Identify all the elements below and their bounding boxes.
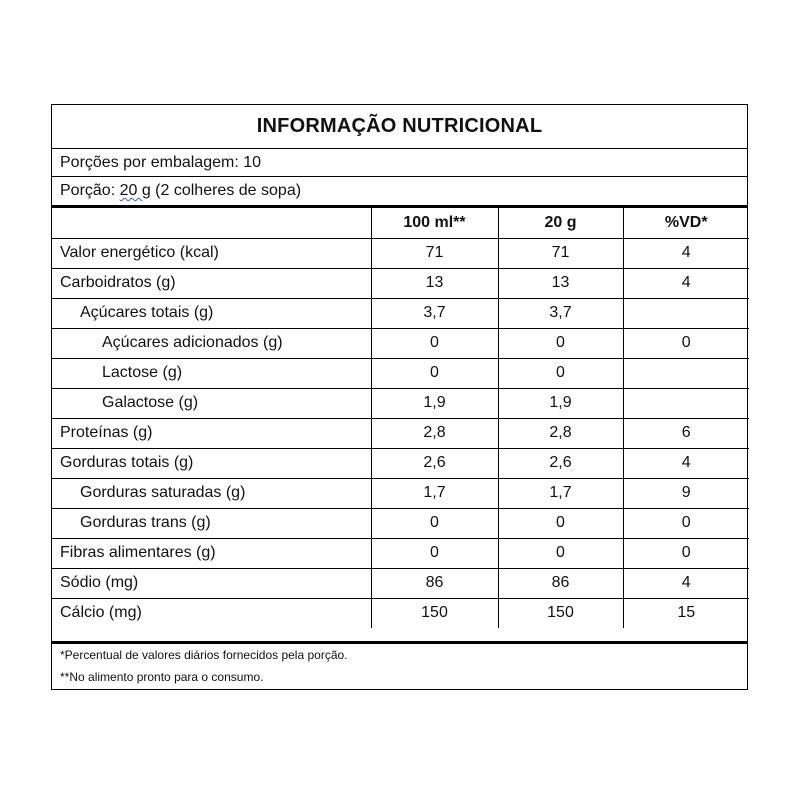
table-row [52, 538, 749, 568]
value-per-100ml: 3,7 [371, 298, 498, 328]
nutrient-name: Cálcio (mg) [60, 604, 142, 622]
nutrient-name: Lactose (g) [52, 358, 371, 388]
value-per-portion: 150 [498, 598, 623, 628]
table-header-row [52, 208, 749, 238]
value-vd: 4 [623, 568, 749, 598]
servings-per-package: Porções por embalagem: 10 [52, 149, 747, 177]
table-row [52, 448, 749, 478]
nutrient-name: Açúcares adicionados (g) [52, 328, 371, 358]
serving-prefix: Porção: [60, 182, 120, 199]
table-row [52, 238, 749, 268]
table-row [52, 388, 749, 418]
value-vd: 0 [623, 328, 749, 358]
nutrient-name: Galactose (g) [52, 388, 371, 418]
value-vd: 15 [623, 598, 749, 628]
value-per-portion: 1,9 [498, 388, 623, 418]
serving-amount: 20 g [119, 182, 151, 199]
serving-size [52, 177, 747, 205]
value-vd [623, 358, 749, 388]
value-vd: 4 [623, 448, 749, 478]
column-header-per-portion: 20 g [498, 208, 623, 238]
value-per-100ml: 0 [371, 508, 498, 538]
nutrient-name: Fibras alimentares (g) [52, 538, 371, 568]
thick-divider-bottom [52, 641, 747, 644]
value-per-portion: 2,6 [498, 448, 623, 478]
nutrient-name: Valor energético (kcal) [52, 238, 371, 268]
value-per-portion: 1,7 [498, 478, 623, 508]
nutrient-name: Gorduras totais (g) [52, 448, 371, 478]
nutrient-name: Açúcares totais (g) [52, 298, 371, 328]
table-row [52, 358, 749, 388]
label-title: INFORMAÇÃO NUTRICIONAL [52, 105, 747, 149]
table-row [52, 568, 749, 598]
value-per-portion: 0 [498, 328, 623, 358]
value-per-100ml: 2,6 [371, 448, 498, 478]
value-vd: 4 [623, 268, 749, 298]
column-header-nutrient [52, 208, 371, 238]
value-per-100ml: 1,9 [371, 388, 498, 418]
value-per-portion: 0 [498, 358, 623, 388]
value-vd: 9 [623, 478, 749, 508]
value-per-portion: 0 [498, 508, 623, 538]
table-row [52, 478, 749, 508]
nutrient-name: Carboidratos (g) [52, 268, 371, 298]
footnote-vd: *Percentual de valores diários fornecidos pela porção. [60, 648, 348, 662]
nutrition-table [52, 208, 749, 628]
value-vd [623, 388, 749, 418]
column-header-vd: %VD* [623, 208, 749, 238]
nutrient-name: Gorduras saturadas (g) [52, 478, 371, 508]
value-vd: 0 [623, 538, 749, 568]
table-row [52, 298, 749, 328]
serving-suffix: (2 colheres de sopa) [150, 182, 302, 199]
value-vd: 4 [623, 238, 749, 268]
nutrient-name: Gorduras trans (g) [52, 508, 371, 538]
nutrition-label [51, 104, 748, 690]
value-per-portion: 3,7 [498, 298, 623, 328]
value-per-100ml: 0 [371, 328, 498, 358]
value-per-100ml: 2,8 [371, 418, 498, 448]
table-row [52, 508, 749, 538]
value-per-100ml: 71 [371, 238, 498, 268]
value-per-portion: 2,8 [498, 418, 623, 448]
value-per-portion: 13 [498, 268, 623, 298]
column-header-per-100ml: 100 ml** [371, 208, 498, 238]
footnote-ml: **No alimento pronto para o consumo. [60, 670, 264, 684]
nutrient-name: Sódio (mg) [52, 568, 371, 598]
value-per-portion: 71 [498, 238, 623, 268]
nutrient-name: Proteínas (g) [52, 418, 371, 448]
value-per-100ml: 0 [371, 538, 498, 568]
value-per-100ml: 86 [371, 568, 498, 598]
table-row [52, 418, 749, 448]
value-per-portion: 0 [498, 538, 623, 568]
value-per-portion: 86 [498, 568, 623, 598]
value-vd: 6 [623, 418, 749, 448]
table-row [52, 268, 749, 298]
table-row [52, 328, 749, 358]
value-vd: 0 [623, 508, 749, 538]
value-per-100ml: 1,7 [371, 478, 498, 508]
value-per-100ml: 0 [371, 358, 498, 388]
table-row [52, 598, 749, 628]
value-per-100ml: 13 [371, 268, 498, 298]
value-vd [623, 298, 749, 328]
value-per-100ml: 150 [371, 598, 498, 628]
